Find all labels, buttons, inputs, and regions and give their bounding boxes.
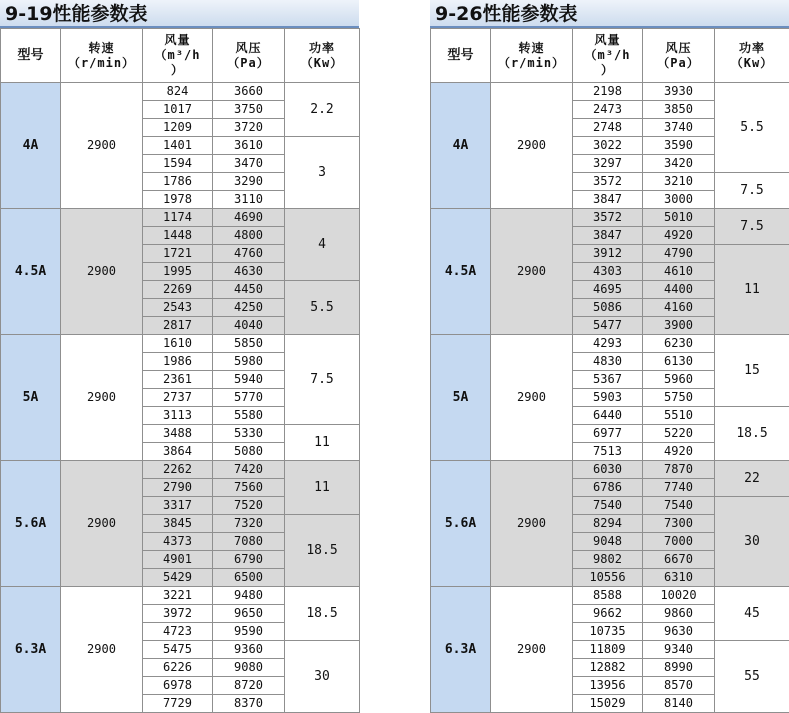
- air-volume-cell: 1786: [143, 173, 213, 191]
- power-cell: 5.5: [715, 83, 789, 173]
- air-volume-cell: 10556: [573, 569, 643, 587]
- air-volume-cell: 4373: [143, 533, 213, 551]
- table-row: [431, 335, 789, 353]
- air-pressure-cell: 9080: [213, 659, 285, 677]
- header-speed: 转速 （r/min）: [491, 29, 573, 83]
- air-pressure-cell: 6790: [213, 551, 285, 569]
- air-volume-cell: 5086: [573, 299, 643, 317]
- air-pressure-cell: 3590: [643, 137, 715, 155]
- air-pressure-cell: 7300: [643, 515, 715, 533]
- air-volume-cell: 9802: [573, 551, 643, 569]
- air-volume-cell: 3297: [573, 155, 643, 173]
- air-pressure-cell: 3210: [643, 173, 715, 191]
- speed-cell: 2900: [491, 209, 573, 335]
- speed-cell: 2900: [61, 335, 143, 461]
- air-volume-cell: 3022: [573, 137, 643, 155]
- air-pressure-cell: 5770: [213, 389, 285, 407]
- air-pressure-cell: 9630: [643, 623, 715, 641]
- table-row: [431, 83, 789, 101]
- model-cell: 5A: [1, 335, 61, 461]
- air-volume-cell: 9662: [573, 605, 643, 623]
- air-volume-cell: 1978: [143, 191, 213, 209]
- air-pressure-cell: 5220: [643, 425, 715, 443]
- speed-cell: 2900: [61, 587, 143, 713]
- air-volume-cell: 824: [143, 83, 213, 101]
- air-volume-cell: 3847: [573, 227, 643, 245]
- air-volume-cell: 2790: [143, 479, 213, 497]
- air-pressure-cell: 3900: [643, 317, 715, 335]
- air-pressure-cell: 4920: [643, 443, 715, 461]
- air-volume-cell: 4723: [143, 623, 213, 641]
- air-volume-cell: 2361: [143, 371, 213, 389]
- air-volume-cell: 1721: [143, 245, 213, 263]
- air-volume-cell: 1017: [143, 101, 213, 119]
- power-cell: 3: [285, 137, 360, 209]
- power-cell: 45: [715, 587, 789, 641]
- air-volume-cell: 1448: [143, 227, 213, 245]
- air-volume-cell: 10735: [573, 623, 643, 641]
- air-volume-cell: 5429: [143, 569, 213, 587]
- air-pressure-cell: 3720: [213, 119, 285, 137]
- power-cell: 5.5: [285, 281, 360, 335]
- power-cell: 15: [715, 335, 789, 407]
- air-pressure-cell: 3290: [213, 173, 285, 191]
- air-volume-cell: 3113: [143, 407, 213, 425]
- air-pressure-cell: 8140: [643, 695, 715, 713]
- air-volume-cell: 2748: [573, 119, 643, 137]
- air-volume-cell: 7729: [143, 695, 213, 713]
- air-volume-cell: 2473: [573, 101, 643, 119]
- air-volume-cell: 3847: [573, 191, 643, 209]
- air-pressure-cell: 3470: [213, 155, 285, 173]
- air-pressure-cell: 4690: [213, 209, 285, 227]
- table-row: [1, 335, 360, 353]
- table-title: 9-26性能参数表: [430, 0, 789, 28]
- speed-cell: 2900: [61, 83, 143, 209]
- power-cell: 7.5: [715, 173, 789, 209]
- air-pressure-cell: 4800: [213, 227, 285, 245]
- header-row: [431, 29, 789, 83]
- air-pressure-cell: 9360: [213, 641, 285, 659]
- air-volume-cell: 3488: [143, 425, 213, 443]
- air-volume-cell: 8588: [573, 587, 643, 605]
- air-volume-cell: 3317: [143, 497, 213, 515]
- air-pressure-cell: 4450: [213, 281, 285, 299]
- table-row: [1, 461, 360, 479]
- header-model: 型号: [1, 29, 61, 83]
- air-pressure-cell: 5010: [643, 209, 715, 227]
- model-cell: 6.3A: [1, 587, 61, 713]
- air-volume-cell: 6440: [573, 407, 643, 425]
- header-power: 功率 （Kw）: [285, 29, 360, 83]
- air-volume-cell: 4303: [573, 263, 643, 281]
- air-pressure-cell: 4040: [213, 317, 285, 335]
- header-row: [1, 29, 360, 83]
- air-pressure-cell: 10020: [643, 587, 715, 605]
- air-pressure-cell: 8570: [643, 677, 715, 695]
- air-volume-cell: 4293: [573, 335, 643, 353]
- air-pressure-cell: 5850: [213, 335, 285, 353]
- air-pressure-cell: 6670: [643, 551, 715, 569]
- speed-cell: 2900: [61, 209, 143, 335]
- header-speed: 转速 （r/min）: [61, 29, 143, 83]
- table-row: [1, 83, 360, 101]
- air-volume-cell: 4695: [573, 281, 643, 299]
- air-pressure-cell: 7320: [213, 515, 285, 533]
- air-volume-cell: 8294: [573, 515, 643, 533]
- model-cell: 4A: [1, 83, 61, 209]
- air-pressure-cell: 9590: [213, 623, 285, 641]
- air-volume-cell: 1986: [143, 353, 213, 371]
- air-pressure-cell: 8990: [643, 659, 715, 677]
- model-cell: 5.6A: [431, 461, 491, 587]
- power-cell: 2.2: [285, 83, 360, 137]
- air-volume-cell: 4830: [573, 353, 643, 371]
- air-pressure-cell: 7000: [643, 533, 715, 551]
- table-body: [431, 83, 789, 713]
- power-cell: 30: [285, 641, 360, 713]
- air-volume-cell: 3221: [143, 587, 213, 605]
- table-row: [431, 209, 789, 227]
- air-pressure-cell: 7520: [213, 497, 285, 515]
- speed-cell: 2900: [491, 335, 573, 461]
- air-pressure-cell: 3420: [643, 155, 715, 173]
- air-pressure-cell: 9480: [213, 587, 285, 605]
- air-pressure-cell: 7560: [213, 479, 285, 497]
- air-volume-cell: 6030: [573, 461, 643, 479]
- air-volume-cell: 15029: [573, 695, 643, 713]
- air-volume-cell: 6226: [143, 659, 213, 677]
- air-pressure-cell: 3110: [213, 191, 285, 209]
- air-volume-cell: 2543: [143, 299, 213, 317]
- air-pressure-cell: 7420: [213, 461, 285, 479]
- air-pressure-cell: 9340: [643, 641, 715, 659]
- air-volume-cell: 9048: [573, 533, 643, 551]
- air-pressure-cell: 7080: [213, 533, 285, 551]
- power-cell: 30: [715, 497, 789, 587]
- air-pressure-cell: 7540: [643, 497, 715, 515]
- air-pressure-cell: 3660: [213, 83, 285, 101]
- table-body: [1, 83, 360, 713]
- air-pressure-cell: 5940: [213, 371, 285, 389]
- power-cell: 4: [285, 209, 360, 281]
- performance-table: [430, 28, 789, 713]
- air-volume-cell: 1610: [143, 335, 213, 353]
- air-volume-cell: 4901: [143, 551, 213, 569]
- air-volume-cell: 3572: [573, 173, 643, 191]
- fan-table-panel-9-19: [0, 0, 359, 713]
- air-volume-cell: 2198: [573, 83, 643, 101]
- air-pressure-cell: 4920: [643, 227, 715, 245]
- air-volume-cell: 3912: [573, 245, 643, 263]
- header-power: 功率 （Kw）: [715, 29, 789, 83]
- air-volume-cell: 3572: [573, 209, 643, 227]
- model-cell: 4.5A: [1, 209, 61, 335]
- air-pressure-cell: 4250: [213, 299, 285, 317]
- air-volume-cell: 13956: [573, 677, 643, 695]
- power-cell: 18.5: [285, 587, 360, 641]
- header-volume: 风量 （m³/h ）: [573, 29, 643, 83]
- header-pressure: 风压 （Pa）: [213, 29, 285, 83]
- air-volume-cell: 1594: [143, 155, 213, 173]
- air-volume-cell: 2262: [143, 461, 213, 479]
- air-volume-cell: 2269: [143, 281, 213, 299]
- model-cell: 4.5A: [431, 209, 491, 335]
- air-volume-cell: 12882: [573, 659, 643, 677]
- air-pressure-cell: 4760: [213, 245, 285, 263]
- power-cell: 11: [715, 245, 789, 335]
- speed-cell: 2900: [491, 83, 573, 209]
- table-title: 9-19性能参数表: [0, 0, 359, 28]
- air-pressure-cell: 3000: [643, 191, 715, 209]
- table-row: [1, 587, 360, 605]
- model-cell: 5A: [431, 335, 491, 461]
- air-pressure-cell: 9860: [643, 605, 715, 623]
- air-pressure-cell: 4160: [643, 299, 715, 317]
- air-pressure-cell: 4610: [643, 263, 715, 281]
- air-volume-cell: 7513: [573, 443, 643, 461]
- fan-table-panel-9-26: [430, 0, 789, 713]
- air-volume-cell: 2737: [143, 389, 213, 407]
- table-row: [1, 209, 360, 227]
- table-row: [431, 461, 789, 479]
- air-pressure-cell: 4790: [643, 245, 715, 263]
- air-pressure-cell: 3930: [643, 83, 715, 101]
- air-pressure-cell: 8370: [213, 695, 285, 713]
- air-pressure-cell: 3850: [643, 101, 715, 119]
- table-row: [431, 587, 789, 605]
- air-pressure-cell: 6130: [643, 353, 715, 371]
- air-volume-cell: 3864: [143, 443, 213, 461]
- power-cell: 11: [285, 461, 360, 515]
- air-pressure-cell: 4630: [213, 263, 285, 281]
- air-pressure-cell: 5980: [213, 353, 285, 371]
- air-pressure-cell: 7740: [643, 479, 715, 497]
- air-volume-cell: 1209: [143, 119, 213, 137]
- air-volume-cell: 7540: [573, 497, 643, 515]
- speed-cell: 2900: [61, 461, 143, 587]
- air-volume-cell: 11809: [573, 641, 643, 659]
- header-pressure: 风压 （Pa）: [643, 29, 715, 83]
- air-pressure-cell: 6230: [643, 335, 715, 353]
- air-pressure-cell: 3740: [643, 119, 715, 137]
- power-cell: 55: [715, 641, 789, 713]
- air-volume-cell: 5477: [573, 317, 643, 335]
- air-pressure-cell: 5580: [213, 407, 285, 425]
- air-volume-cell: 5475: [143, 641, 213, 659]
- power-cell: 22: [715, 461, 789, 497]
- air-volume-cell: 2817: [143, 317, 213, 335]
- power-cell: 7.5: [715, 209, 789, 245]
- air-volume-cell: 6786: [573, 479, 643, 497]
- speed-cell: 2900: [491, 461, 573, 587]
- air-volume-cell: 1401: [143, 137, 213, 155]
- air-volume-cell: 3972: [143, 605, 213, 623]
- air-pressure-cell: 3750: [213, 101, 285, 119]
- performance-table: [0, 28, 360, 713]
- air-pressure-cell: 9650: [213, 605, 285, 623]
- air-volume-cell: 1174: [143, 209, 213, 227]
- air-pressure-cell: 3610: [213, 137, 285, 155]
- air-pressure-cell: 5330: [213, 425, 285, 443]
- air-pressure-cell: 4400: [643, 281, 715, 299]
- air-volume-cell: 5903: [573, 389, 643, 407]
- power-cell: 18.5: [715, 407, 789, 461]
- model-cell: 4A: [431, 83, 491, 209]
- air-volume-cell: 6978: [143, 677, 213, 695]
- header-model: 型号: [431, 29, 491, 83]
- air-pressure-cell: 6500: [213, 569, 285, 587]
- model-cell: 5.6A: [1, 461, 61, 587]
- speed-cell: 2900: [491, 587, 573, 713]
- air-volume-cell: 3845: [143, 515, 213, 533]
- air-pressure-cell: 7870: [643, 461, 715, 479]
- header-volume: 风量 （m³/h ）: [143, 29, 213, 83]
- model-cell: 6.3A: [431, 587, 491, 713]
- air-pressure-cell: 5080: [213, 443, 285, 461]
- power-cell: 18.5: [285, 515, 360, 587]
- air-pressure-cell: 5750: [643, 389, 715, 407]
- power-cell: 7.5: [285, 335, 360, 425]
- air-pressure-cell: 8720: [213, 677, 285, 695]
- air-volume-cell: 1995: [143, 263, 213, 281]
- air-pressure-cell: 6310: [643, 569, 715, 587]
- air-volume-cell: 6977: [573, 425, 643, 443]
- air-pressure-cell: 5510: [643, 407, 715, 425]
- air-pressure-cell: 5960: [643, 371, 715, 389]
- air-volume-cell: 5367: [573, 371, 643, 389]
- power-cell: 11: [285, 425, 360, 461]
